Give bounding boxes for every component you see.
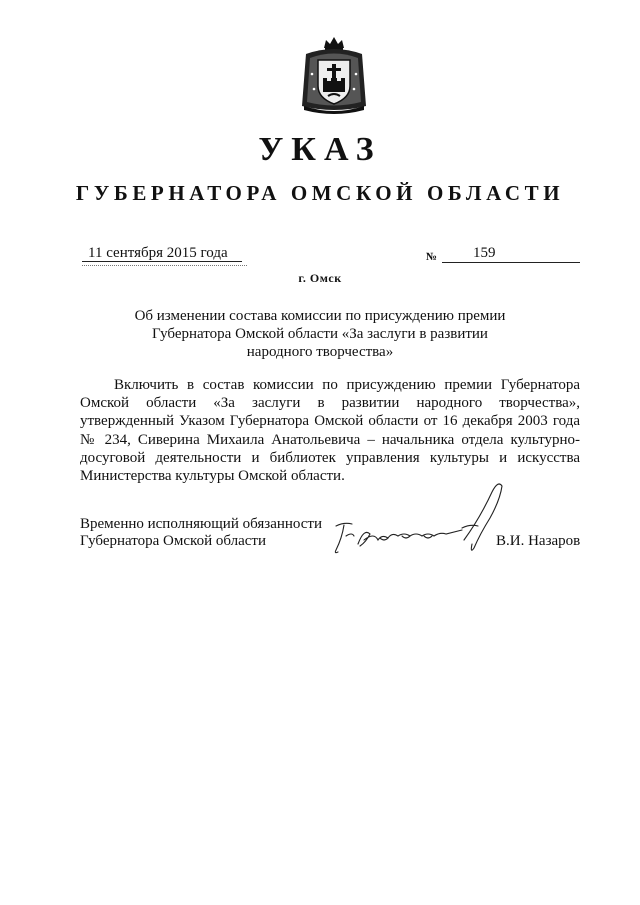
document-title: УКАЗ — [258, 131, 382, 168]
decree-body: Включить в состав комиссии по присуждению премии Губернатора Омской области «За заслуги в развитии народного творчества», утвержденный Указом Губернатора Омской области от 16 декабря 2003 года № 234, Сиверина Михаила Анатольевича – начальника отдела культурно-досуговой деятельности и библиотек управления культуры и искусства Министерства культуры Омской области. — [80, 377, 580, 485]
heading-line: Губернатора Омской области «За заслуги в развитии — [152, 326, 488, 342]
number-label: № — [426, 251, 438, 263]
date-underline — [82, 261, 242, 262]
document-number: 159 — [473, 245, 496, 261]
heading-line: Об изменении состава комиссии по присуждению премии — [134, 308, 506, 324]
city-label: г. Омск — [298, 271, 342, 285]
signatory-position-line1: Временно исполняющий обязанности — [80, 516, 323, 532]
signatory-name: В.И. Назаров — [496, 533, 581, 549]
document-date: 11 сентября 2015 года — [88, 245, 228, 261]
signatory-position-line2: Губернатора Омской области — [80, 533, 266, 549]
document-subtitle: ГУБЕРНАТОРА ОМСКОЙ ОБЛАСТИ — [75, 181, 565, 205]
decree-heading — [100, 307, 540, 361]
handwritten-signature-icon — [330, 478, 520, 558]
coat-of-arms-icon — [296, 34, 372, 116]
number-underline — [442, 262, 580, 263]
heading-line: народного творчества» — [246, 344, 394, 360]
date-underline-dotted — [82, 265, 247, 266]
